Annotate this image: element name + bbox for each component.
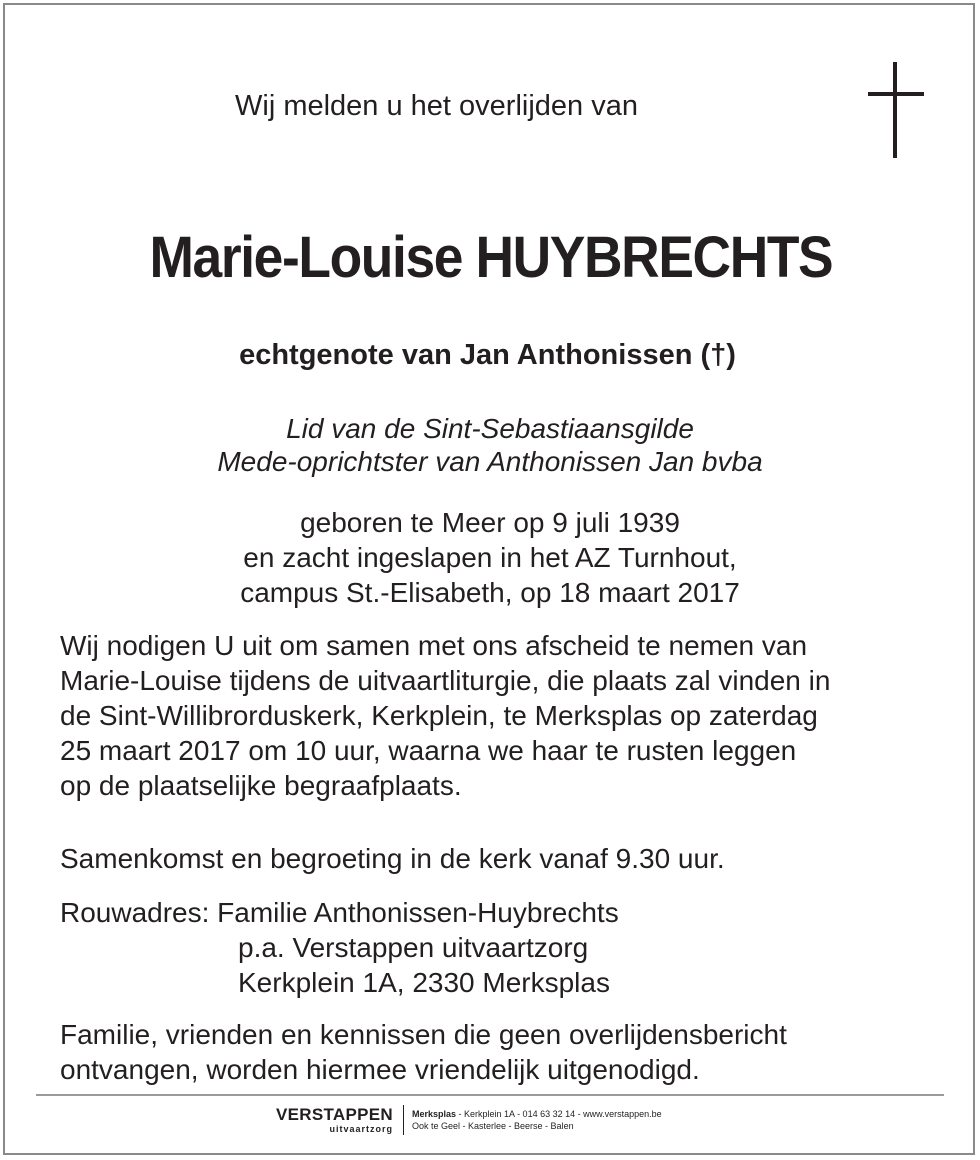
invitation-line: Marie-Louise tijdens de uitvaartliturgie, die plaats zal vinden in xyxy=(60,665,831,696)
address-block xyxy=(60,895,960,1000)
footer-divider xyxy=(36,1094,944,1096)
closing-line: ontvangen, worden hiermee vriendelijk uitgenodigd. xyxy=(60,1054,700,1085)
invitation-line: op de plaatselijke begraafplaats. xyxy=(60,770,462,801)
brand-subtitle: uitvaartzorg xyxy=(329,1124,393,1134)
branches-line: Ook te Geel - Kasterlee - Beerse - Balen xyxy=(412,1121,574,1131)
death-line: en zacht ingeslapen in het AZ Turnhout, xyxy=(243,542,737,573)
role-line: Lid van de Sint-Sebastiaansgilde xyxy=(286,413,694,444)
brand-logo xyxy=(276,1106,399,1134)
closing-paragraph xyxy=(60,1017,960,1087)
address-line: p.a. Verstappen uitvaartzorg xyxy=(238,932,589,963)
roles-block xyxy=(0,412,980,478)
invitation-line: de Sint-Willibrorduskerk, Kerkplein, te Merksplas op zaterdag xyxy=(60,700,818,731)
deceased-name: Marie-Louise HUYBRECHTS xyxy=(149,225,833,290)
cross-icon xyxy=(868,62,926,160)
contact-line xyxy=(412,1108,662,1120)
role-line: Mede-oprichtster van Anthonissen Jan bvba xyxy=(217,446,763,477)
invitation-line: 25 maart 2017 om 10 uur, waarna we haar te rusten leggen xyxy=(60,735,797,766)
birth-death-block xyxy=(0,505,980,610)
contact-town: Merksplas xyxy=(412,1109,457,1119)
invitation-paragraph xyxy=(60,628,960,803)
contact-details: - Kerkplein 1A - 014 63 32 14 - www.verstappen.be xyxy=(456,1109,662,1119)
closing-line: Familie, vrienden en kennissen die geen overlijdensbericht xyxy=(60,1019,787,1050)
footer xyxy=(276,1102,662,1138)
death-location-line: campus St.-Elisabeth, op 18 maart 2017 xyxy=(240,577,740,608)
spouse-line: echtgenote van Jan Anthonissen (†) xyxy=(239,339,736,371)
address-line: Kerkplein 1A, 2330 Merksplas xyxy=(238,967,610,998)
footer-separator xyxy=(403,1105,404,1135)
meeting-line: Samenkomst en begroeting in de kerk vanaf 9.30 uur. xyxy=(60,843,725,874)
address-label-line: Rouwadres: Familie Anthonissen-Huybrechts xyxy=(60,897,619,928)
brand-name: VERSTAPPEN xyxy=(276,1105,393,1124)
contact-info xyxy=(412,1108,662,1132)
birth-line: geboren te Meer op 9 juli 1939 xyxy=(300,507,680,538)
intro-text: Wij melden u het overlijden van xyxy=(235,90,638,122)
invitation-line: Wij nodigen U uit om samen met ons afscheid te nemen van xyxy=(60,630,808,661)
